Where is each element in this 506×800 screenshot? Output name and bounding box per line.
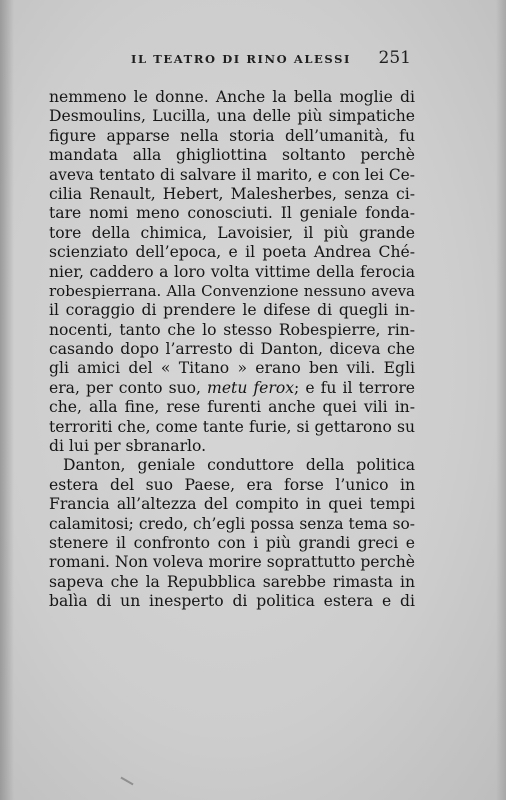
text-line: estera del suo Paese, era forse l’unico in	[49, 475, 415, 494]
text-line: terroriti che, come tante furie, si gettarono su	[49, 417, 415, 436]
text-line: sapeva che la Repubblica sarebbe rimasta in	[49, 572, 415, 591]
text-line: stenere il confronto con i più grandi greci e	[49, 533, 415, 552]
text-line: mandata alla ghigliottina soltanto perchè	[49, 146, 415, 165]
text-line: Desmoulins, Lucilla, una delle più simpatiche	[49, 107, 415, 126]
text-line: casando dopo l’arresto di Danton, diceva che	[49, 340, 415, 359]
running-title: IL TEATRO DI RINO ALESSI	[131, 52, 351, 66]
text-line: scienziato dell’epoca, e il poeta Andrea Ché-	[49, 243, 415, 262]
text-line: nocenti, tanto che lo stesso Robespierre, rin-	[49, 320, 415, 339]
text-line: Francia all’altezza del compito in quei tempi	[49, 495, 415, 514]
text-line: il coraggio di prendere le difese di quegli in-	[49, 301, 415, 320]
text-line: romani. Non voleva morire soprattutto perchè	[49, 553, 415, 572]
text-line: calamitosi; credo, ch’egli possa senza tema so-	[49, 514, 415, 533]
text-line: cilia Renault, Hebert, Malesherbes, senza ci-	[49, 184, 415, 203]
text-line: tare nomi meno conosciuti. Il geniale fonda-	[49, 204, 415, 223]
text-line: tore della chimica, Lavoisier, il più grande	[49, 223, 415, 242]
text-line: era, per conto suo, metu ferox; e fu il terrore	[49, 378, 416, 397]
text-line: gli amici del « Titano » erano ben vili. Egli	[49, 359, 415, 378]
text-line: che, alla fine, rese furenti anche quei vili in-	[49, 398, 415, 417]
page-number: 251	[378, 48, 411, 68]
text-line: figure apparse nella storia dell’umanità, fu	[49, 126, 415, 145]
page-blemish	[120, 777, 133, 786]
running-head	[131, 48, 411, 72]
text-line: nemmeno le donne. Anche la bella moglie di	[49, 88, 415, 106]
text-line: Danton, geniale conduttore della politica	[63, 456, 415, 475]
text-line: di lui per sbranarlo.	[49, 437, 207, 456]
text-line: robespierrana. Alla Convenzione nessuno aveva	[49, 281, 415, 300]
text-line: balìa di un inesperto di politica estera e di	[49, 592, 415, 611]
text-line: nier, caddero a loro volta vittime della ferocia	[49, 262, 415, 281]
text-line: aveva tentato di salvare il marito, e con lei Ce-	[49, 165, 415, 184]
body-text	[49, 88, 415, 612]
latin-phrase: metu ferox	[207, 378, 295, 397]
